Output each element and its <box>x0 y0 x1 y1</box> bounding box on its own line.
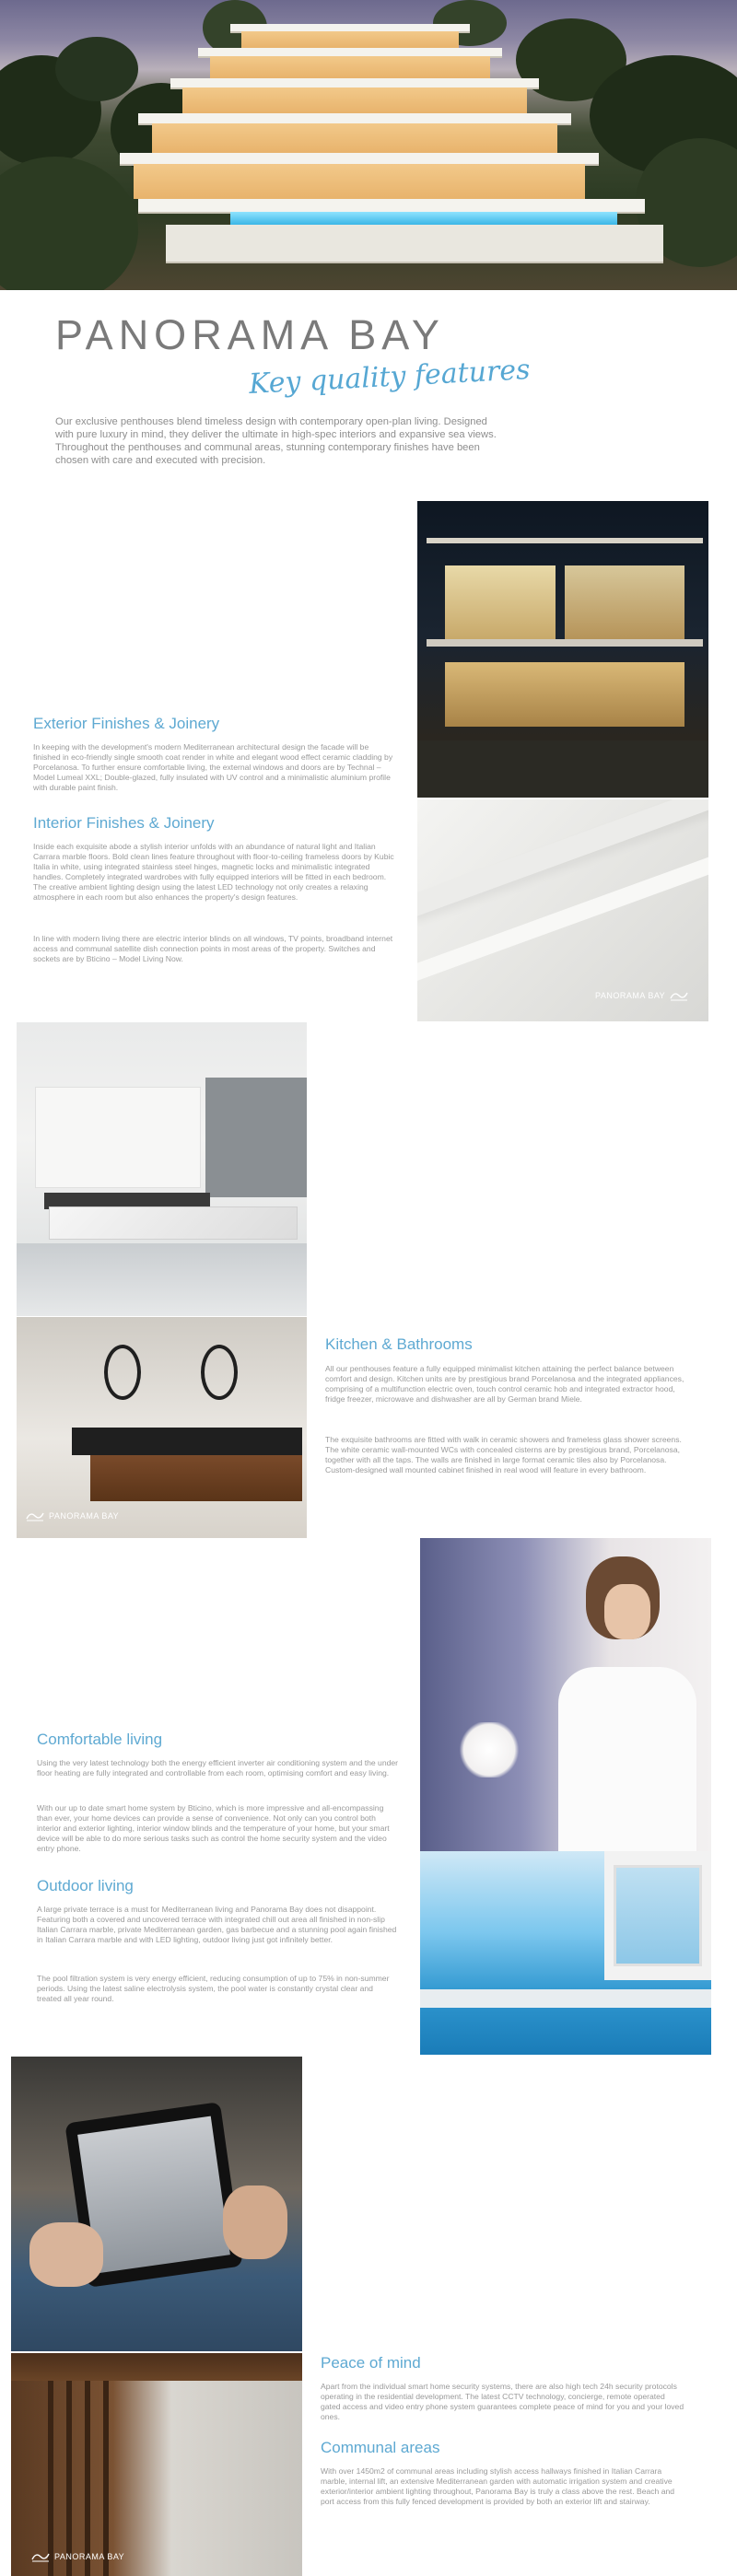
hero-villa-photo <box>0 0 737 290</box>
interior-body-2: In line with modern living there are electric interior blinds on all windows, TV points, broadband internet access and communal satellite dish connection points in most areas of the property. Switches and sockets are by Bticino – Model Living Now. <box>33 934 393 963</box>
outdoor-heading: Outdoor living <box>37 1877 134 1894</box>
tablet-in-hands-photo <box>11 2057 302 2351</box>
kitchen-body-1: All our penthouses feature a fully equipped minimalist kitchen attaining the perfect balance between comfort and design. Kitchen units are by prestigious brand Porcelanosa and the integrated appliances, comprising of a multifunction electric oven, touch control ceramic hob and integrated extractor hood, fridge freezer, microwave and dishwasher are all by German brand Miele. <box>325 1364 684 1404</box>
bathroom-photo <box>17 1317 307 1538</box>
comfort-body-1: Using the very latest technology both the energy efficient inverter air conditioning system and the under floor heating are fully integrated and controllable from each room, optimising comfort and easy living. <box>37 1758 399 1778</box>
logo-wave-icon-2 <box>26 1510 44 1521</box>
logo-wave-icon <box>670 990 688 1001</box>
logo-text-2: PANORAMA BAY <box>49 1511 120 1521</box>
intro-paragraph: Our exclusive penthouses blend timeless design with contemporary open-plan living. Designed with pure luxury in mind, they deliver the ultimate in high-spec interiors and expansive sea views. Throughout the penthouses and communal areas, stunning contemporary finishes have been chosen with care and executed with precision. <box>55 416 497 466</box>
exterior-heading: Exterior Finishes & Joinery <box>33 715 220 732</box>
outdoor-body-2: The pool filtration system is very energy efficient, reducing consumption of up to 75% in non-summer periods. Using the latest saline electrolysis system, the pool water is constantly crystal clear and treated all year round. <box>37 1974 390 2003</box>
infinity-pool-photo <box>420 1851 711 2055</box>
peace-heading: Peace of mind <box>321 2354 421 2372</box>
panorama-bay-logo-3 <box>31 2551 124 2562</box>
comfort-body-2: With our up to date smart home system by Bticino, which is more impressive and all-encompassing than ever, your home devices can provide a sense of convenience. Not only can you control both interior and exterior lighting, interior window blinds and the temperature of your home, but your smart device will be able to do more serious tasks such as control the home security system and the video entry phone. <box>37 1803 390 1853</box>
panorama-bay-logo-2 <box>26 1510 119 1521</box>
peace-body: Apart from the individual smart home security systems, there are also high tech 24h security protocols operating in the residential development. The latest CCTV technology, concierge, remote operated gated access and video entry phone system guarantees complete peace of mind for you and your loved ones. <box>321 2382 684 2421</box>
logo-text: PANORAMA BAY <box>595 991 666 1000</box>
brand-title: PANORAMA BAY <box>55 311 445 358</box>
logo-wave-icon-3 <box>31 2551 50 2562</box>
interior-heading: Interior Finishes & Joinery <box>33 814 215 832</box>
panorama-bay-logo <box>595 990 688 1001</box>
exterior-body: In keeping with the development's modern Mediterranean architectural design the facade will be finished in eco-friendly single smooth coat render in white and elegant wood effect ceramic cladding by Porcelanosa. To further ensure comfortable living, the external windows and doors are by Technal – Model Lumeal XXL; Double-glazed, fully insulated with UV control and a minimalistic aluminium profile with durable paint finish. <box>33 742 393 792</box>
logo-text-3: PANORAMA BAY <box>54 2552 125 2561</box>
woman-smart-device-photo <box>420 1538 711 1851</box>
outdoor-body-1: A large private terrace is a must for Mediterranean living and Panorama Bay does not disappoint. Featuring both a covered and uncovered terrace with integrated chill out area all finished in non-slip Italian Carrara marble, private Mediterranean garden, gas barbecue and a stunning pool again finished in Italian Carrara marble and with LED lighting, outdoor living just got infinitely better. <box>37 1905 397 1944</box>
communal-hallway-photo <box>11 2353 302 2576</box>
comfort-heading: Comfortable living <box>37 1731 163 1748</box>
interior-body-1: Inside each exquisite abode a stylish interior unfolds with an abundance of natural light and Italian Carrara marble floors. Bold clean lines feature throughout with floor-to-ceiling frameless doors by Kubic Italia in white, using integrated stainless steel hinges, magnetic locks and minimalistic integrated handles. Completely integrated wardrobes with fully equipped interiors will be fitted in each bedroom. The creative ambient lighting design using the latest LED technology not only creates a relaxing atmosphere in each room but also enhances the property's design features. <box>33 842 394 902</box>
kitchen-heading: Kitchen & Bathrooms <box>325 1335 473 1353</box>
kitchen-photo <box>17 1022 307 1316</box>
communal-body: With over 1450m2 of communal areas including stylish access hallways finished in Italian Carrara marble, internal lift, an extensive Mediterranean garden with automatic irrigation system and creative exterior/interior ambient lighting throughout, Panorama Bay is truly a class above the rest. Beach and port access from this fully fenced development is provided by both an exterior lift and stairway. <box>321 2466 675 2506</box>
house-night-photo <box>417 501 708 798</box>
kitchen-body-2: The exquisite bathrooms are fitted with walk in ceramic showers and frameless glass shower screens. The white ceramic wall-mounted WCs with concealed cisterns are by prestigious brand, Porcelanosa, together with all the taps. The walls are finished in large format ceramic tiles also by Porcelanosa. Custom-designed wall mounted cabinet finished in real wood will feature in every bathroom. <box>325 1435 682 1474</box>
communal-heading: Communal areas <box>321 2439 440 2456</box>
interior-ceiling-photo <box>417 799 708 1021</box>
tagline: Key quality features <box>248 354 532 401</box>
